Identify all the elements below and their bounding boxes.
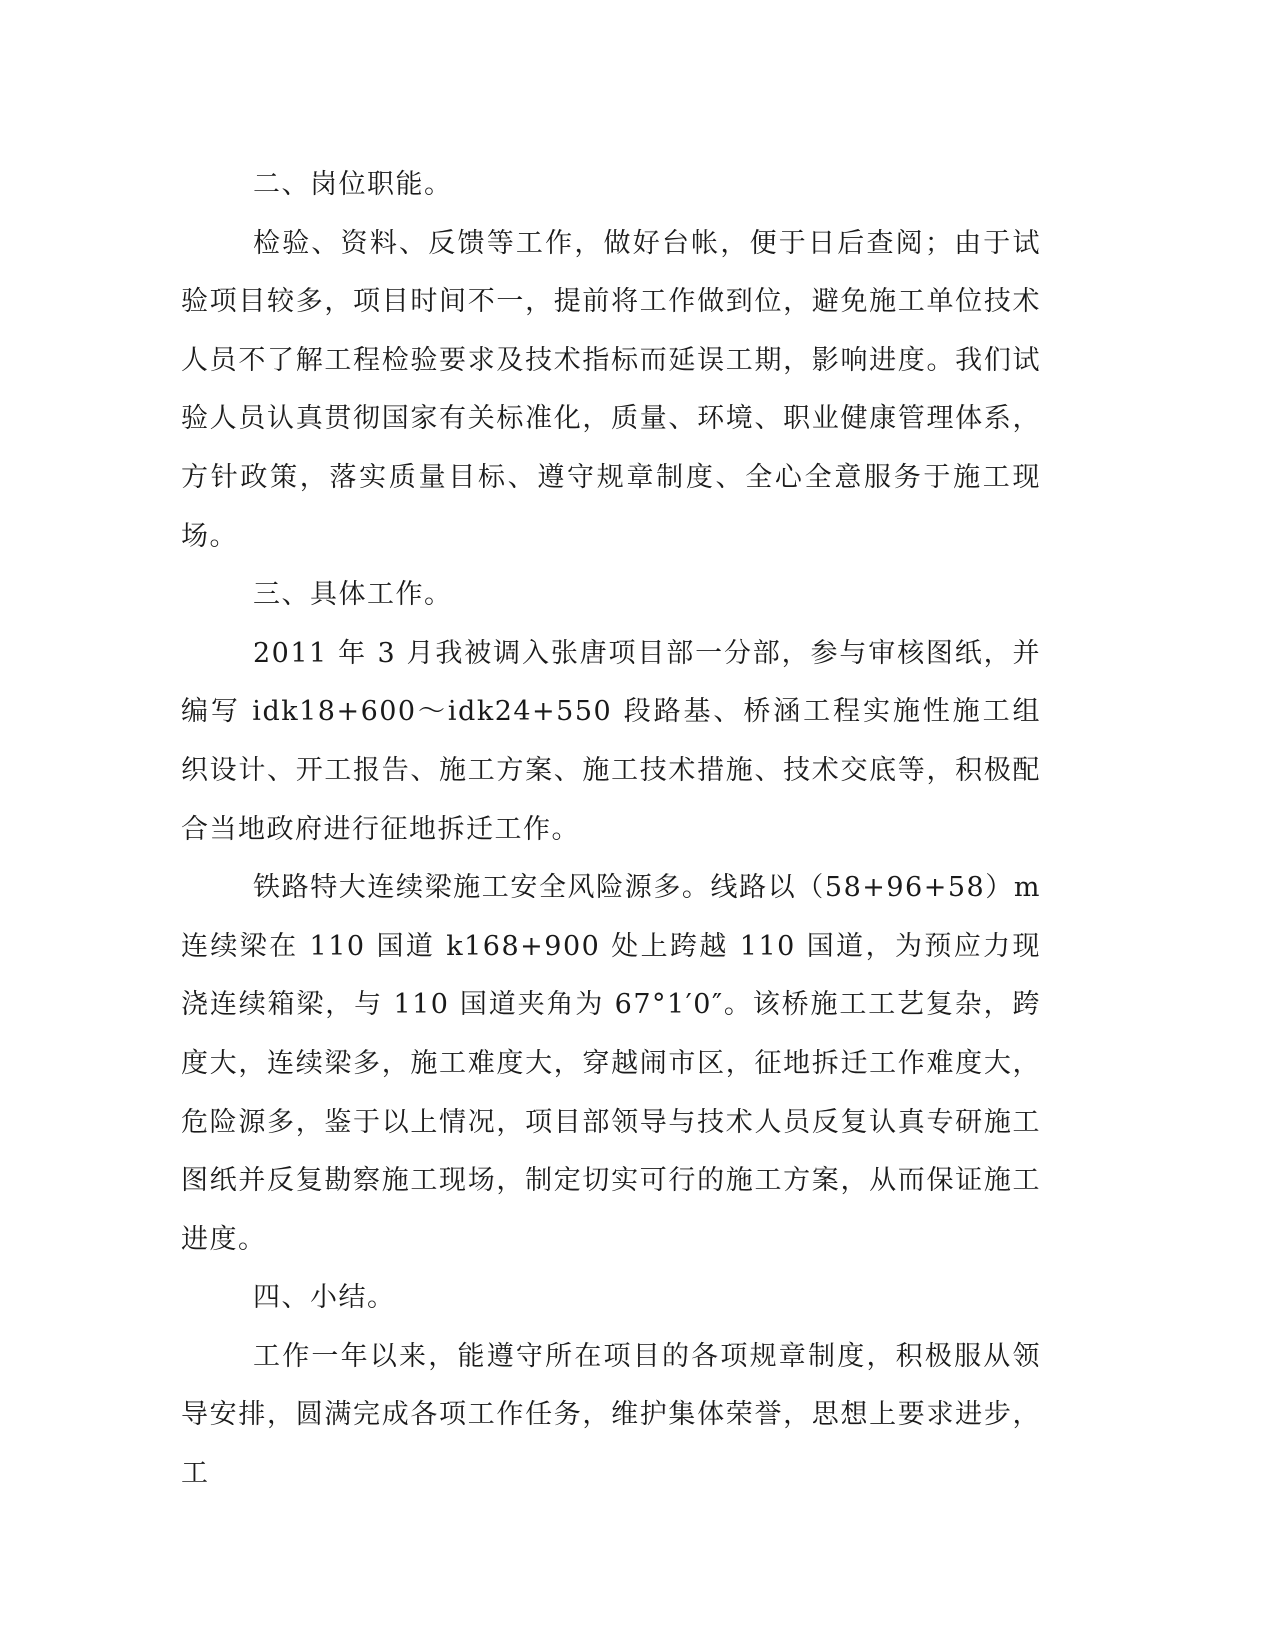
section-heading-summary: 四、小结。 — [253, 1282, 396, 1314]
paragraph-specific-work: 2011 年 3 月我被调入张唐项目部一分部，参与审核图纸，并编写 idk18+600～idk24+550 段路基、桥涵工程实施性施工组织设计、开工报告、施工方案、施工技术措施、技术交底等，积极配合当地政府进行征地拆迁工作。 — [181, 637, 1041, 845]
section-heading-specific-work: 三、具体工作。 — [253, 579, 453, 611]
paragraph-duties: 检验、资料、反馈等工作，做好台帐，便于日后查阅；由于试验项目较多，项目时间不一，提前将工作做到位，避免施工单位技术人员不了解工程检验要求及技术指标而延误工期，影响进度。我们试验人员认真贯彻国家有关标准化，质量、环境、职业健康管理体系，方针政策，落实质量目标、遵守规章制度、全心全意服务于施工现场。 — [181, 227, 1041, 552]
paragraph-summary: 工作一年以来，能遵守所在项目的各项规章制度，积极服从领导安排，圆满完成各项工作任务，维护集体荣誉，思想上要求进步，工 — [181, 1340, 1041, 1490]
paragraph-continuous-beam: 铁路特大连续梁施工安全风险源多。线路以（58+96+58）m 连续梁在 110 国道 k168+900 处上跨越 110 国道，为预应力现浇连续箱梁，与 110 国道夹角为 67°1′0″。该桥施工工艺复杂，跨度大，连续梁多，施工难度大，穿越闹市区，征地拆迁工作难度大，危险源多，鉴于以上情况，项目部领导与技术人员反复认真专研施工图纸并反复勘察施工现场，制定切实可行的施工方案，从而保证施工进度。 — [181, 872, 1041, 1255]
section-heading-duties: 二、岗位职能。 — [253, 169, 453, 200]
document-body — [181, 156, 1041, 1504]
